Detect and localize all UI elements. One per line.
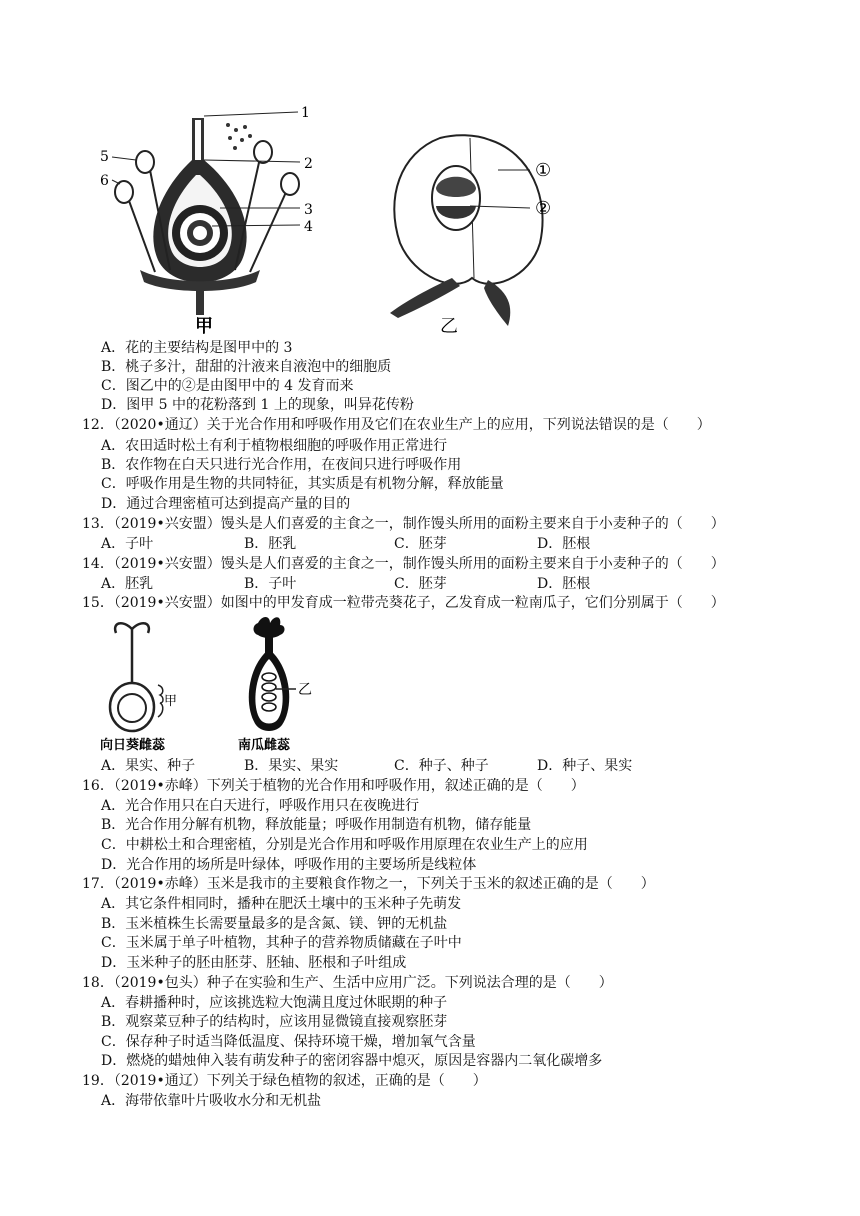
q17-stem: 17．（2019•赤峰）玉米是我市的主要粮食作物之一，下列关于玉米的叙述正确的是（ ）	[82, 876, 655, 892]
q18-option-b: B．观察菜豆种子的结构时，应该用显微镜直接观察胚芽	[101, 1014, 448, 1030]
label-circle-2: ②	[535, 198, 552, 219]
label-1: 1	[301, 105, 310, 121]
q11-option-b: B．桃子多汁，甜甜的汁液来自液泡中的细胞质	[101, 359, 392, 375]
q17-option-d: D．玉米种子的胚由胚芽、胚轴、胚根和子叶组成	[101, 955, 407, 971]
q18-option-a: A．春耕播种时，应该挑选粒大饱满且度过休眠期的种子	[101, 995, 448, 1011]
q12-option-b: B．农作物在白天只进行光合作用，在夜间只进行呼吸作用	[101, 457, 462, 473]
figure-sunflower-pistil	[100, 613, 210, 755]
q18-stem: 18．（2019•包头）种子在实验和生产、生活中应用广泛。下列说法合理的是（ ）	[82, 975, 613, 991]
label-4: 4	[304, 219, 313, 235]
q11-option-a: A．花的主要结构是图甲中的 3	[101, 340, 293, 356]
q14-option-d: D．胚根	[537, 576, 591, 592]
figure-pumpkin-pistil	[238, 613, 328, 755]
q12-stem: 12．（2020•通辽）关于光合作用和呼吸作用及它们在农业生产上的应用，下列说法错误的是（ ）	[82, 417, 711, 433]
q16-stem: 16．（2019•赤峰）下列关于植物的光合作用和呼吸作用，叙述正确的是（ ）	[82, 778, 585, 794]
q15-option-c: C．种子、种子	[394, 758, 489, 774]
q17-option-a: A．其它条件相同时，播种在肥沃土壤中的玉米种子先萌发	[101, 896, 462, 912]
q11-option-c: C．图乙中的②是由图甲中的 4 发育而来	[101, 378, 354, 394]
q15-option-d: D．种子、果实	[537, 758, 633, 774]
caption-jia: 甲	[195, 316, 213, 335]
q12-option-a: A．农田适时松土有利于植物根细胞的呼吸作用正常进行	[101, 438, 448, 454]
q13-option-c: C．胚芽	[394, 536, 447, 552]
q11-option-d: D．图甲 5 中的花粉落到 1 上的现象，叫异花传粉	[101, 397, 414, 413]
q15-option-b: B．果实、果实	[244, 758, 339, 774]
q16-option-b: B．光合作用分解有机物，释放能量；呼吸作用制造有机物，储存能量	[101, 817, 532, 833]
figure-peach-yi	[380, 128, 580, 335]
figure-flower-jia	[100, 100, 330, 335]
q14-stem: 14．（2019•兴安盟）馒头是人们喜爱的主食之一，制作馒头所用的面粉主要来自于小麦种子的（ ）	[82, 556, 725, 572]
caption-yi: 乙	[440, 316, 458, 335]
q13-option-b: B．胚乳	[244, 536, 297, 552]
q15-option-a: A．果实、种子	[101, 758, 196, 774]
q17-option-c: C．玉米属于单子叶植物，其种子的营养物质储藏在子叶中	[101, 935, 462, 951]
caption-sunflower: 向日葵雌蕊	[100, 738, 166, 753]
q18-option-d: D．燃烧的蜡烛伸入装有萌发种子的密闭容器中熄灭，原因是容器内二氧化碳增多	[101, 1053, 603, 1069]
q14-option-a: A．胚乳	[101, 576, 154, 592]
q16-option-d: D．光合作用的场所是叶绿体，呼吸作用的主要场所是线粒体	[101, 857, 477, 873]
q12-option-d: D．通过合理密植可达到提高产量的目的	[101, 496, 351, 512]
q14-option-c: C．胚芽	[394, 576, 447, 592]
q13-stem: 13．（2019•兴安盟）馒头是人们喜爱的主食之一，制作馒头所用的面粉主要来自于小麦种子的（ ）	[82, 516, 725, 532]
q16-option-a: A．光合作用只在白天进行，呼吸作用只在夜晚进行	[101, 798, 420, 814]
q19-option-a: A．海带依靠叶片吸收水分和无机盐	[101, 1093, 322, 1109]
caption-pumpkin: 南瓜雌蕊	[238, 738, 291, 753]
label-5: 5	[100, 149, 109, 165]
label-circle-1: ①	[535, 160, 552, 181]
q14-option-b: B．子叶	[244, 576, 297, 592]
q16-option-c: C．中耕松土和合理密植，分别是光合作用和呼吸作用原理在农业生产上的应用	[101, 837, 588, 853]
q13-option-a: A．子叶	[101, 536, 154, 552]
q18-option-c: C．保存种子时适当降低温度、保持环境干燥，增加氧气含量	[101, 1034, 476, 1050]
label-6: 6	[100, 173, 109, 189]
label-jia: 甲	[164, 694, 178, 709]
q17-option-b: B．玉米植株生长需要量最多的是含氮、镁、钾的无机盐	[101, 916, 448, 932]
label-2: 2	[304, 156, 313, 172]
q19-stem: 19．（2019•通辽）下列关于绿色植物的叙述，正确的是（ ）	[82, 1073, 487, 1089]
q15-stem: 15．（2019•兴安盟）如图中的甲发育成一粒带壳葵花子，乙发育成一粒南瓜子，它们分别属于（ ）	[82, 595, 725, 611]
q12-option-c: C．呼吸作用是生物的共同特征，其实质是有机物分解，释放能量	[101, 476, 504, 492]
q13-option-d: D．胚根	[537, 536, 591, 552]
label-3: 3	[304, 202, 313, 218]
label-yi: 乙	[298, 682, 312, 698]
